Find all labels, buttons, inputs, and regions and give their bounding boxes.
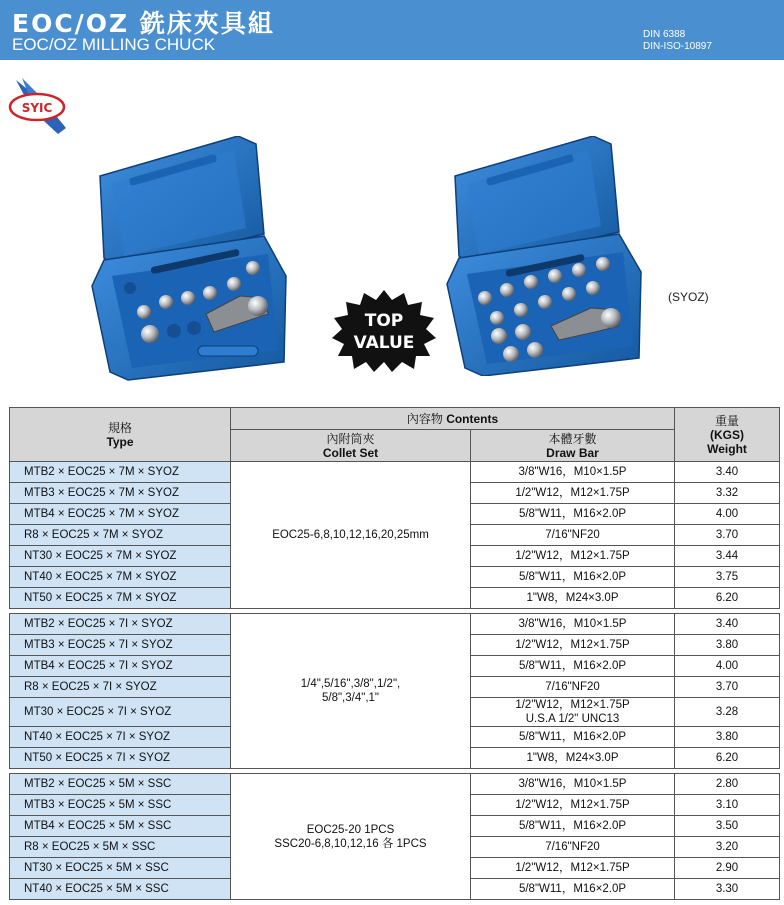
- logo-text: SYIC: [21, 101, 53, 115]
- col-header-type: [10, 408, 231, 462]
- collet-set-line: SSC20-6,8,10,12,16 各 1PCS: [274, 837, 427, 850]
- type-cell: MTB2 × EOC25 × 7I × SYOZ: [10, 614, 231, 635]
- type-cell: MTB3 × EOC25 × 7M × SYOZ: [10, 483, 231, 504]
- header-band: [0, 0, 784, 60]
- weight-cell: 3.40: [675, 614, 780, 635]
- col-header-weight-cn: 重量: [715, 413, 740, 428]
- type-cell: NT40 × EOC25 × 7M × SYOZ: [10, 567, 231, 588]
- weight-cell: 6.20: [675, 748, 780, 769]
- weight-cell: 4.00: [675, 504, 780, 525]
- drawbar-cell: 5/8"W11，M16×2.0P: [471, 727, 675, 748]
- drawbar-line: U.S.A 1/2" UNC13: [525, 713, 620, 725]
- col-header-collet-en: Collet Set: [322, 445, 379, 460]
- drawbar-cell: 1/2"W12，M12×1.75P: [471, 858, 675, 879]
- weight-cell: 2.80: [675, 774, 780, 795]
- drawbar-cell: 1"W8，M24×3.0P: [471, 588, 675, 609]
- drawbar-cell: 5/8"W11，M16×2.0P: [471, 879, 675, 900]
- drawbar-cell: 7/16"NF20: [471, 677, 675, 698]
- col-header-weight-unit: (KGS): [710, 427, 745, 442]
- type-cell: MTB3 × EOC25 × 5M × SSC: [10, 795, 231, 816]
- type-cell: R8 × EOC25 × 7M × SYOZ: [10, 525, 231, 546]
- spec-table: [9, 407, 780, 900]
- type-cell: NT40 × EOC25 × 5M × SSC: [10, 879, 231, 900]
- weight-cell: 3.70: [675, 525, 780, 546]
- weight-cell: 6.20: [675, 588, 780, 609]
- drawbar-cell: 1"W8，M24×3.0P: [471, 748, 675, 769]
- collet-set-line: EOC25-20 1PCS: [306, 823, 395, 836]
- drawbar-cell: 7/16"NF20: [471, 837, 675, 858]
- type-cell: MTB2 × EOC25 × 5M × SSC: [10, 774, 231, 795]
- table-row: [10, 774, 780, 795]
- drawbar-cell: 1/2"W12，M12×1.75P: [471, 795, 675, 816]
- type-cell: MTB4 × EOC25 × 5M × SSC: [10, 816, 231, 837]
- col-header-weight-en: Weight: [707, 441, 747, 456]
- weight-cell: 2.90: [675, 858, 780, 879]
- type-cell: NT50 × EOC25 × 7I × SYOZ: [10, 748, 231, 769]
- weight-cell: 3.75: [675, 567, 780, 588]
- drawbar-cell: 1/2"W12，M12×1.75P: [471, 546, 675, 567]
- type-cell: MTB4 × EOC25 × 7I × SYOZ: [10, 656, 231, 677]
- page-subtitle: EOC/OZ MILLING CHUCK: [12, 35, 216, 54]
- weight-cell: 3.80: [675, 635, 780, 656]
- type-cell: NT40 × EOC25 × 7I × SYOZ: [10, 727, 231, 748]
- collet-set-cell: [231, 774, 471, 900]
- weight-cell: 3.10: [675, 795, 780, 816]
- type-cell: MTB4 × EOC25 × 7M × SYOZ: [10, 504, 231, 525]
- weight-cell: 3.44: [675, 546, 780, 567]
- weight-cell: 3.30: [675, 879, 780, 900]
- drawbar-cell: [471, 698, 675, 727]
- standard-din: DIN 6388: [643, 29, 686, 40]
- weight-cell: 3.32: [675, 483, 780, 504]
- col-header-weight: [675, 408, 780, 462]
- weight-cell: 3.28: [675, 698, 780, 727]
- collet-set-cell: [231, 614, 471, 769]
- col-header-contents-cn: 內容物: [406, 411, 443, 426]
- col-header-drawbar-en: Draw Bar: [546, 445, 599, 460]
- type-cell: NT30 × EOC25 × 5M × SSC: [10, 858, 231, 879]
- col-header-drawbar: [471, 430, 675, 462]
- oz-collet-case-image: [445, 136, 643, 376]
- drawbar-cell: 5/8"W11，M16×2.0P: [471, 504, 675, 525]
- drawbar-cell: 5/8"W11，M16×2.0P: [471, 656, 675, 677]
- drawbar-line: 1/2"W12，M12×1.75P: [515, 699, 630, 711]
- collet-set-line: 5/8",3/4",1": [321, 692, 379, 704]
- type-cell: MTB2 × EOC25 × 7M × SYOZ: [10, 462, 231, 483]
- badge-line-1: TOP: [364, 311, 404, 331]
- col-header-collet-cn: 內附筒夾: [326, 431, 375, 446]
- table-row: [10, 614, 780, 635]
- page-title: EOC/OZ 銑床夾具組: [12, 9, 275, 38]
- col-header-contents-en: Contents: [446, 411, 499, 426]
- eoc-collet-case-image: [88, 136, 288, 381]
- type-cell: R8 × EOC25 × 7I × SYOZ: [10, 677, 231, 698]
- weight-cell: 4.00: [675, 656, 780, 677]
- drawbar-cell: 1/2"W12，M12×1.75P: [471, 635, 675, 656]
- weight-cell: 3.20: [675, 837, 780, 858]
- type-cell: MTB3 × EOC25 × 7I × SYOZ: [10, 635, 231, 656]
- drawbar-cell: 3/8"W16，M10×1.5P: [471, 614, 675, 635]
- drawbar-cell: 5/8"W11，M16×2.0P: [471, 816, 675, 837]
- drawbar-cell: 3/8"W16，M10×1.5P: [471, 774, 675, 795]
- drawbar-cell: 7/16"NF20: [471, 525, 675, 546]
- col-header-type-en: Type: [106, 434, 134, 449]
- drawbar-cell: 1/2"W12，M12×1.75P: [471, 483, 675, 504]
- weight-cell: 3.70: [675, 677, 780, 698]
- type-cell: R8 × EOC25 × 5M × SSC: [10, 837, 231, 858]
- top-value-badge: [330, 290, 438, 372]
- collet-set-cell: EOC25-6,8,10,12,16,20,25mm: [231, 462, 471, 609]
- col-header-contents: [231, 408, 675, 430]
- col-header-collet: [231, 430, 471, 462]
- type-cell: NT50 × EOC25 × 7M × SYOZ: [10, 588, 231, 609]
- syic-logo-icon: [8, 76, 70, 138]
- weight-cell: 3.80: [675, 727, 780, 748]
- type-cell: MT30 × EOC25 × 7I × SYOZ: [10, 698, 231, 727]
- badge-line-2: VALUE: [353, 333, 415, 353]
- drawbar-cell: 3/8"W16，M10×1.5P: [471, 462, 675, 483]
- weight-cell: 3.40: [675, 462, 780, 483]
- weight-cell: 3.50: [675, 816, 780, 837]
- col-header-drawbar-cn: 本體牙數: [548, 431, 597, 446]
- type-cell: NT30 × EOC25 × 7M × SYOZ: [10, 546, 231, 567]
- drawbar-cell: 5/8"W11，M16×2.0P: [471, 567, 675, 588]
- table-row: [10, 462, 780, 483]
- collet-set-line: 1/4",5/16",3/8",1/2",: [300, 678, 401, 690]
- standard-din-iso: DIN-ISO-10897: [643, 41, 712, 52]
- col-header-type-cn: 規格: [107, 420, 132, 435]
- case-2-label: (SYOZ): [668, 290, 709, 304]
